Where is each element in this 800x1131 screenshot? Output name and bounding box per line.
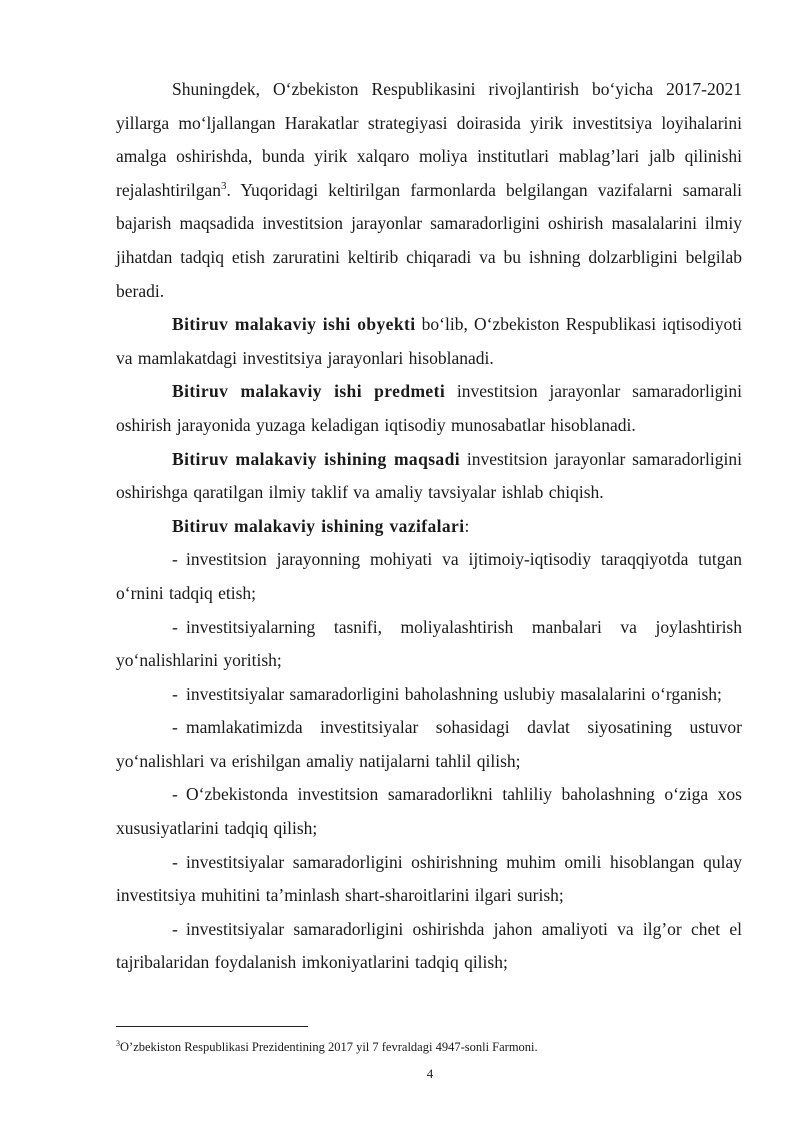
dash-marker: - <box>172 683 178 704</box>
dash-marker: - <box>172 851 178 872</box>
list-item <box>116 611 742 678</box>
list-item-text: investitsiyalar samaradorligini oshirishda jahon amaliyoti va ilg’or chet el tajribalaridan foydalanish imkoniyatlarini tadqiq qilish; <box>116 918 742 973</box>
paragraph-relevance <box>116 73 742 308</box>
dash-marker: - <box>172 918 178 939</box>
bold-heading: Bitiruv malakaviy ishining vazifalari <box>172 515 465 536</box>
dash-marker: - <box>172 616 178 637</box>
page-number: 4 <box>426 1066 434 1081</box>
paragraph-text: bo‘lib, O‘zbekiston Respublikasi iqtisodiyoti va mamlakatdagi investitsiya jarayonlari hisoblanadi. <box>116 314 743 368</box>
list-item <box>116 778 742 845</box>
list-item-text: investitsiyalar samaradorligini baholashning uslubiy masalalarini o‘rganish; <box>186 683 722 704</box>
paragraph-text: investitsion jarayonlar samaradorligini oshirishga qaratilgan ilmiy taklif va amaliy tavsiyalar ishlab chiqish. <box>116 448 742 503</box>
list-item-text: investitsiyalar samaradorligini oshirishning muhim omili hisoblangan qulay investitsiya muhitini ta’minlash shart-sharoitlarini ilgari surish; <box>116 851 742 906</box>
paragraph-object <box>116 308 742 375</box>
paragraph-text: . Yuqoridagi keltirilgan farmonlarda belgilangan vazifalarni samarali bajarish maqsadida investitsion jarayonlar samaradorligini oshirish masalalarini ilmiy jihatdan tadqiq etish zaruratini keltirib chiqaradi va bu ishning dolzarbligini belgilab beradi. <box>116 179 742 301</box>
paragraph-text: Shuningdek, O‘zbekiston Respublikasini rivojlantirish bo‘yicha 2017-2021 yillarga mo‘ljallangan Harakatlar strategiyasi doirasida yirik investitsiya loyihalarini amalga oshirishda, bunda yirik xalqaro moliya institutlari mablag’lari jalb qilinishi rejalashtirilgan <box>116 79 742 200</box>
list-item <box>116 711 742 778</box>
footnote-separator <box>116 1026 308 1027</box>
list-item-text: investitsiyalarning tasnifi, moliyalashtirish manbalari va joylashtirish yo‘nalishlarini yoritish; <box>116 616 742 671</box>
list-item <box>116 678 742 712</box>
paragraph-text: : <box>464 515 470 536</box>
bold-heading: Bitiruv malakaviy ishi predmeti <box>172 381 446 402</box>
paragraph-tasks-heading <box>116 510 742 544</box>
paragraph-subject <box>116 375 742 442</box>
footnote-text: O’zbekiston Respublikasi Prezidentining 2017 yil 7 fevraldagi 4947-sonli Farmoni. <box>120 1040 538 1054</box>
list-item-text: investitsion jarayonning mohiyati va ijtimoiy-iqtisodiy taraqqiyotda tutgan o‘rnini tadqiq etish; <box>116 549 742 603</box>
bold-heading: Bitiruv malakaviy ishining maqsadi <box>172 448 460 469</box>
list-item-text: O‘zbekistonda investitsion samaradorlikni tahliliy baholashning o‘ziga xos xususiyatlarini tadqiq qilish; <box>116 784 742 839</box>
footnote-reference[interactable]: 3 <box>220 179 227 192</box>
paragraph-text: investitsion jarayonlar samaradorligini oshirish jarayonida yuzaga keladigan iqtisodiy munosabatlar hisoblanadi. <box>116 381 742 435</box>
bold-heading: Bitiruv malakaviy ishi obyekti <box>172 314 416 335</box>
body-text <box>116 73 742 980</box>
list-item-text: mamlakatimizda investitsiyalar sohasidagi davlat siyosatining ustuvor yo‘nalishlari va erishilgan amaliy natijalarni tahlil qilish; <box>116 717 742 771</box>
list-item <box>116 543 742 610</box>
dash-marker: - <box>172 549 178 570</box>
footnote-number: 3 <box>116 1038 120 1048</box>
list-item <box>116 846 742 913</box>
dash-marker: - <box>172 784 178 805</box>
footnote <box>116 1039 742 1055</box>
dash-marker: - <box>172 717 178 738</box>
list-item <box>116 913 742 980</box>
paragraph-goal <box>116 443 742 510</box>
